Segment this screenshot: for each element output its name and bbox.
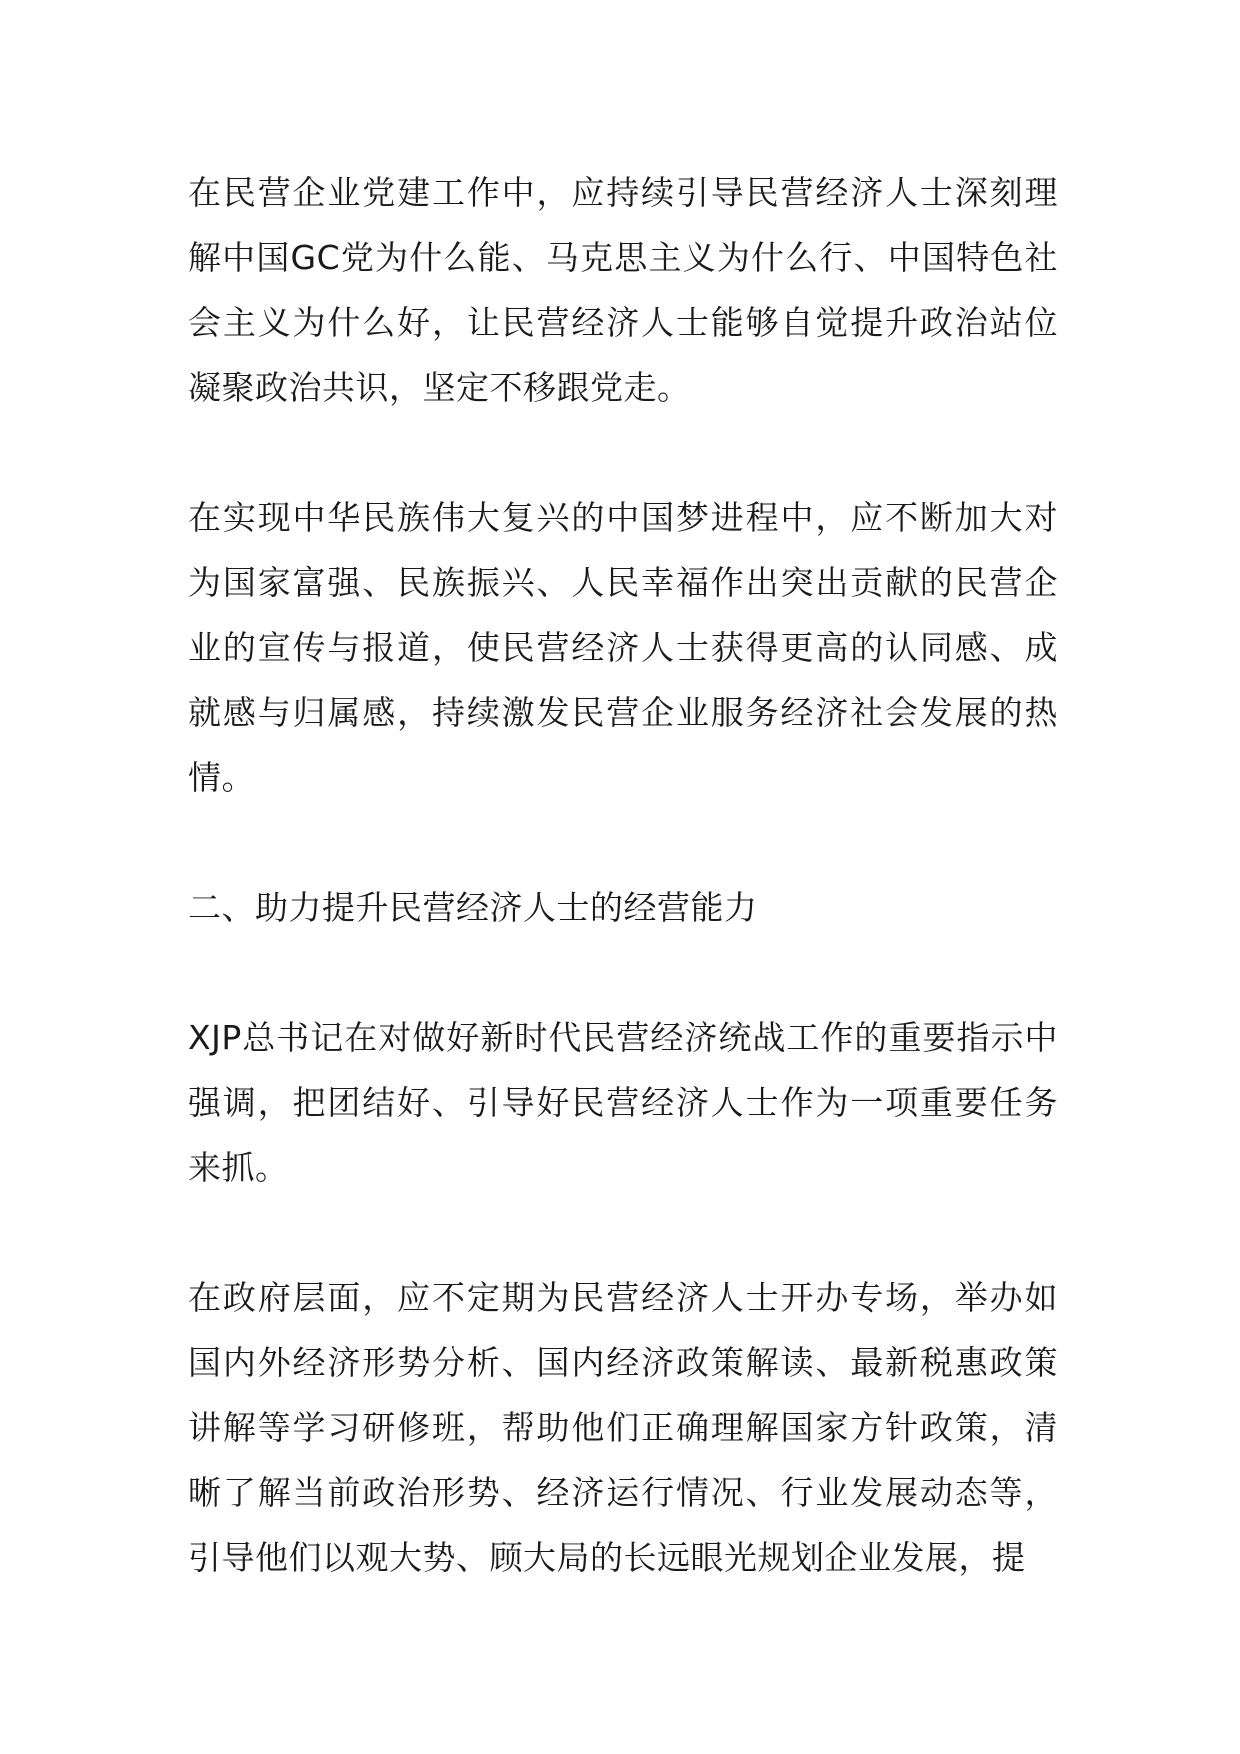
paragraph-government-level: 在政府层面，应不定期为民营经济人士开办专场，举办如国内外经济形势分析、国内经济政策解读、最新税惠政策讲解等学习研修班，帮助他们正确理解国家方针政策，清晰了解当前政治形势、经济运行情况、行业发展动态等，引导他们以观大势、顾大局的长远眼光规划企业发展，提 <box>188 1278 1058 1577</box>
document-page <box>188 160 1058 1655</box>
paragraph-party-building: 在民营企业党建工作中，应持续引导民营经济人士深刻理解中国GC党为什么能、马克思主义为什么行、中国特色社会主义为什么好，让民营经济人士能够自觉提升政治站位凝聚政治共识，坚定不移跟党走。 <box>188 173 1058 407</box>
paragraph-instruction: XJP总书记在对做好新时代民营经济统战工作的重要指示中强调，把团结好、引导好民营经济人士作为一项重要任务来抓。 <box>188 1018 1058 1187</box>
section-heading: 二、助力提升民营经济人士的经营能力 <box>188 888 758 927</box>
paragraph-chinese-dream: 在实现中华民族伟大复兴的中国梦进程中，应不断加大对为国家富强、民族振兴、人民幸福作出突出贡献的民营企业的宣传与报道，使民营经济人士获得更高的认同感、成就感与归属感，持续激发民营企业服务经济社会发展的热情。 <box>188 498 1058 797</box>
